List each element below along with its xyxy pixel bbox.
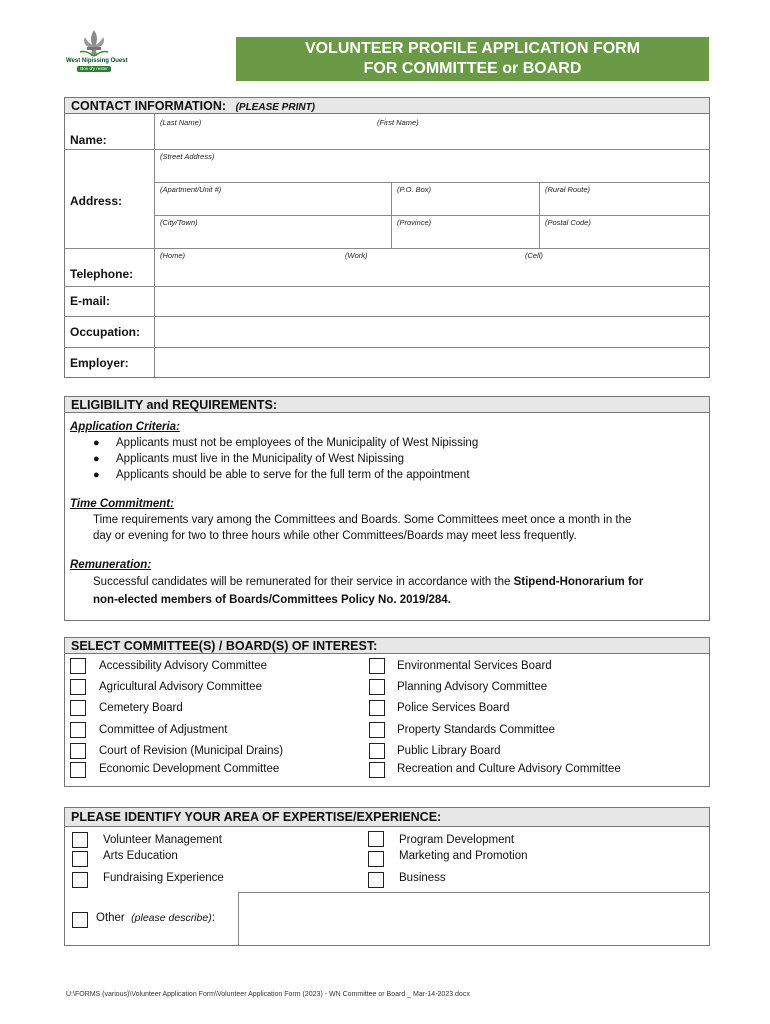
first-name-hint: (First Name) (377, 118, 419, 127)
committee-option: Economic Development Committee (99, 763, 280, 775)
other-expertise-label (96, 912, 215, 924)
bullet-icon: ● (93, 469, 100, 481)
name-field[interactable] (155, 128, 709, 148)
contact-header-text: CONTACT INFORMATION: (71, 99, 227, 113)
contact-header-note: (PLEASE PRINT) (235, 102, 316, 113)
checkbox[interactable] (70, 679, 86, 695)
email-field[interactable] (155, 287, 709, 315)
name-label: Name: (70, 133, 107, 147)
checkbox[interactable] (72, 832, 88, 848)
expertise-header-text: PLEASE IDENTIFY YOUR AREA OF EXPERTISE/EXPERIENCE: (71, 810, 442, 824)
last-name-hint: (Last Name) (160, 118, 202, 127)
postal-code-field[interactable] (540, 227, 709, 247)
cell-phone-hint: (Cell) (525, 251, 543, 260)
employer-field[interactable] (155, 348, 709, 377)
rural-route-hint: (Rural Route) (545, 185, 591, 194)
checkbox[interactable] (70, 658, 86, 674)
criteria-title: Application Criteria: (70, 421, 180, 433)
checkbox[interactable] (369, 679, 385, 695)
logo-name: West Nipissing Ouest (66, 58, 128, 64)
logo-tagline: Bon d'y rester (77, 66, 111, 72)
remuneration-title: Remuneration: (70, 559, 152, 571)
other-colon: : (211, 912, 215, 924)
checkbox[interactable] (368, 872, 384, 888)
committee-option: Planning Advisory Committee (397, 681, 548, 693)
committee-option: Property Standards Committee (397, 724, 555, 736)
rural-route-field[interactable] (540, 194, 709, 214)
committees-header-text: SELECT COMMITTEE(S) / BOARD(S) OF INTEREST: (71, 639, 378, 653)
checkbox[interactable] (369, 722, 385, 738)
checkbox[interactable] (368, 831, 384, 847)
committee-option: Environmental Services Board (397, 660, 552, 672)
criteria-item: Applicants must not be employees of the Municipality of West Nipissing (116, 437, 479, 449)
remuneration-policy-name: Stipend-Honorarium for (513, 576, 644, 588)
street-hint: (Street Address) (160, 152, 215, 161)
address-label: Address: (70, 194, 123, 208)
expertise-option: Business (399, 872, 446, 884)
checkbox[interactable] (72, 872, 88, 888)
criteria-item: Applicants should be able to serve for the full term of the appointment (116, 469, 470, 481)
form-title-line2: FOR COMMITTEE or BOARD (363, 60, 582, 77)
checkbox[interactable] (368, 851, 384, 867)
committee-option: Committee of Adjustment (99, 724, 228, 736)
contact-section-header (64, 97, 710, 114)
checkbox[interactable] (369, 658, 385, 674)
street-address-field[interactable] (155, 161, 709, 181)
other-expertise-field[interactable] (239, 893, 709, 945)
expertise-option: Program Development (399, 834, 515, 846)
eligibility-section-header (64, 396, 710, 413)
checkbox[interactable] (70, 722, 86, 738)
occupation-label: Occupation: (70, 325, 141, 339)
occupation-field[interactable] (155, 317, 709, 346)
po-box-hint: (P.O. Box) (397, 185, 432, 194)
remuneration-line2: non-elected members of Boards/Committees Policy No. 2019/284. (93, 594, 451, 606)
expertise-option: Fundraising Experience (103, 872, 224, 884)
checkbox[interactable] (70, 700, 86, 716)
home-phone-hint: (Home) (160, 251, 186, 260)
eligibility-header-text: ELIGIBILITY and REQUIREMENTS: (71, 398, 278, 412)
telephone-field[interactable] (155, 262, 709, 285)
expertise-option: Volunteer Management (103, 834, 222, 846)
committee-option: Court of Revision (Municipal Drains) (99, 745, 284, 757)
form-title (236, 37, 709, 81)
po-box-field[interactable] (392, 194, 538, 214)
other-label: Other (96, 912, 125, 924)
committee-option: Police Services Board (397, 702, 510, 714)
apartment-field[interactable] (155, 194, 390, 214)
checkbox[interactable] (72, 851, 88, 867)
checkbox[interactable] (369, 762, 385, 778)
fleur-de-lis-icon (66, 28, 122, 58)
document-path-footer: U:\FORMS (various)\Volunteer Application Form\Volunteer Application Form (2023) - WN Committee or Board _ Mar-14-2023.docx (66, 991, 470, 998)
expertise-section-header (64, 807, 710, 827)
committee-option: Accessibility Advisory Committee (99, 660, 268, 672)
checkbox[interactable] (369, 743, 385, 759)
postal-code-hint: (Postal Code) (545, 218, 591, 227)
bullet-icon: ● (93, 437, 100, 449)
remuneration-line1 (93, 576, 643, 588)
committee-option: Agricultural Advisory Committee (99, 681, 262, 693)
apartment-hint: (Apartment/Unit #) (160, 185, 222, 194)
bullet-icon: ● (93, 453, 100, 465)
expertise-option: Arts Education (103, 850, 178, 862)
time-commitment-line1: Time requirements vary among the Committees and Boards. Some Committees meet once a month in the (93, 514, 632, 526)
time-commitment-title: Time Commitment: (70, 498, 174, 510)
province-field[interactable] (392, 227, 538, 247)
committees-section-header (64, 637, 710, 654)
time-commitment-line2: day or evening for two to three hours while other Committees/Boards may meet less frequently. (93, 530, 577, 542)
checkbox[interactable] (70, 762, 86, 778)
city-hint: (City/Town) (160, 218, 198, 227)
expertise-option: Marketing and Promotion (399, 850, 528, 862)
employer-label: Employer: (70, 356, 129, 370)
committee-option: Public Library Board (397, 745, 501, 757)
telephone-label: Telephone: (70, 267, 134, 281)
checkbox[interactable] (72, 912, 88, 928)
province-hint: (Province) (397, 218, 432, 227)
checkbox[interactable] (369, 700, 385, 716)
committee-option: Recreation and Culture Advisory Committee (397, 763, 621, 775)
checkbox[interactable] (70, 743, 86, 759)
form-title-line1: VOLUNTEER PROFILE APPLICATION FORM (304, 40, 641, 57)
other-note: (please describe) (131, 912, 212, 924)
city-field[interactable] (155, 227, 390, 247)
criteria-item: Applicants must live in the Municipality of West Nipissing (116, 453, 405, 465)
email-label: E-mail: (70, 294, 111, 308)
municipality-logo (66, 28, 128, 80)
committee-option: Cemetery Board (99, 702, 183, 714)
remuneration-text: Successful candidates will be remunerated for their service in accordance with the (93, 576, 514, 588)
work-phone-hint: (Work) (345, 251, 368, 260)
